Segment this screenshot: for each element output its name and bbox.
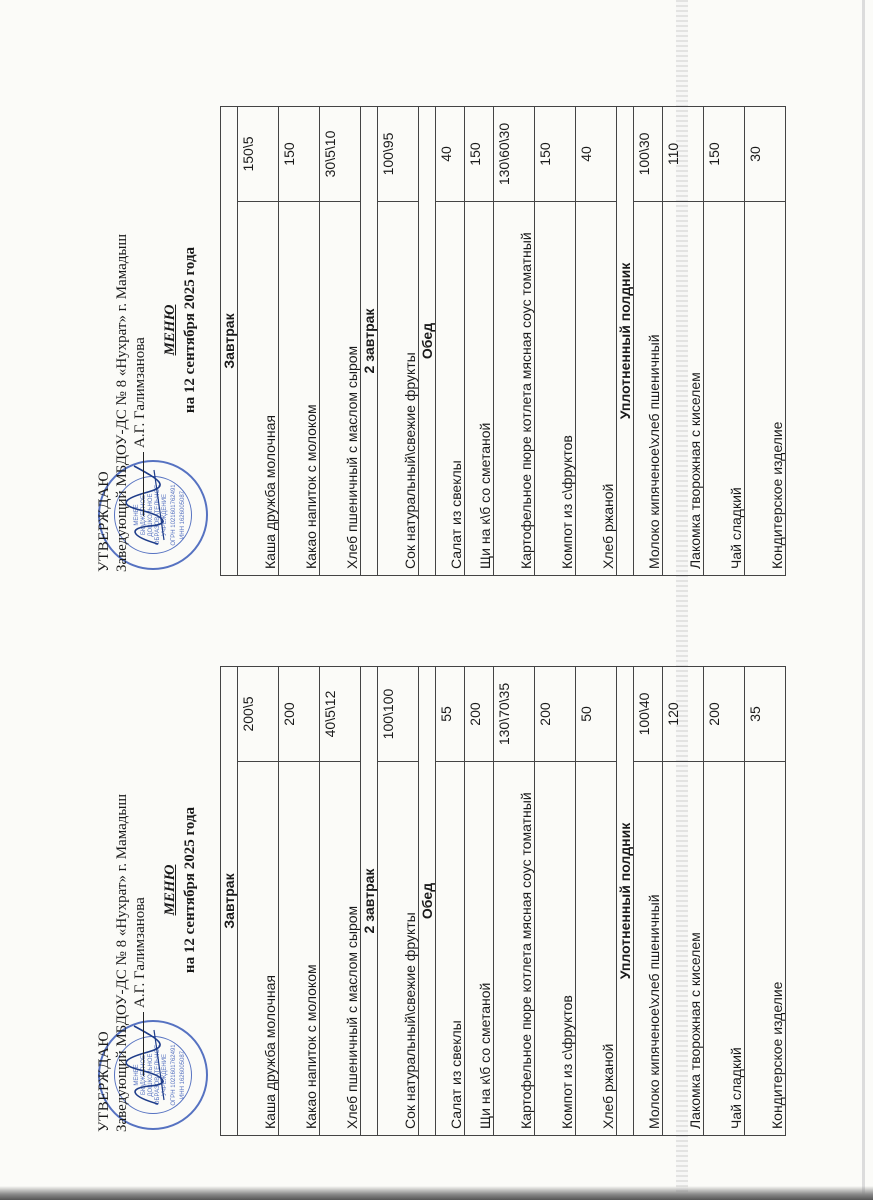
dish-name: Компот из с\фруктов (535, 202, 576, 576)
section-row (617, 667, 634, 1136)
menu-item-row (494, 667, 535, 1136)
dish-name: Картофельное пюре котлета мясная соус томатный (494, 762, 535, 1136)
menu-item-row (238, 107, 279, 576)
organization-line: Заведующий МБДОУ-ДС № 8 «Нухрат» г. Мамадыш (114, 233, 130, 572)
dish-name: Щи на к\б со сметаной (465, 202, 494, 576)
portion-value: 100\30 (634, 107, 663, 202)
dish-name: Сок натуральный\свежие фрукты (378, 762, 419, 1136)
menu-item-row (745, 667, 786, 1136)
dish-name: Лакомка творожная с киселем (663, 762, 704, 1136)
portion-value: 30 (745, 107, 786, 202)
portion-value: 35 (745, 667, 786, 762)
section-title: Завтрак (221, 107, 238, 576)
portion-value: 200 (279, 667, 320, 762)
menu-item-row (494, 107, 535, 576)
section-title: 2 завтрак (361, 667, 378, 1136)
dish-name: Каша дружба молочная (238, 202, 279, 576)
menu-item-row (576, 107, 617, 576)
portion-value: 30\5\10 (320, 107, 361, 202)
portion-value: 100\40 (634, 667, 663, 762)
signature-line (143, 452, 144, 516)
approval-label: УТВЕРЖДАЮ (96, 470, 112, 572)
portion-value: 100\100 (378, 667, 419, 762)
menu-item-row (535, 667, 576, 1136)
dish-name: Кондитерское изделие (745, 762, 786, 1136)
menu-item-row (238, 667, 279, 1136)
approval-label: УТВЕРЖДАЮ (96, 1030, 112, 1132)
scanner-bottom-edge (0, 1186, 873, 1200)
menu-item-row (663, 667, 704, 1136)
menu-date: на 12 сентября 2025 года (182, 806, 198, 974)
section-title: Обед (419, 667, 436, 1136)
menu-item-row (320, 667, 361, 1136)
menu-item-row (436, 107, 465, 576)
stamp-text: МЕНЕЕ БЮДЖЕТНОЕ ДОШКОЛЬНОЕ ОБРАЗОВАТЕЛЬНОЕ УЧРЕЖДЕНИЕ (134, 1044, 168, 1106)
portion-value: 110 (663, 107, 704, 202)
menu-header (90, 640, 218, 1140)
portion-value: 200 (535, 667, 576, 762)
section-title: Уплотненный полдник (617, 107, 634, 576)
portion-value: 150\5 (238, 107, 279, 202)
organization-line: Заведующий МБДОУ-ДС № 8 «Нухрат» г. Мамадыш (114, 793, 130, 1132)
menu-title: МЕНЮ (162, 304, 178, 356)
dish-name: Чай сладкий (704, 202, 745, 576)
dish-name: Молоко кипяченое\хлеб пшеничный (634, 762, 663, 1136)
menu-item-row (279, 667, 320, 1136)
dish-name: Сок натуральный\свежие фрукты (378, 202, 419, 576)
dish-name: Салат из свеклы (436, 762, 465, 1136)
menu-item-row (378, 667, 419, 1136)
portion-value: 100\95 (378, 107, 419, 202)
signer-name: А.Г. Галимзанова (132, 337, 148, 448)
menu-item-row (535, 107, 576, 576)
menu-item-row (704, 107, 745, 576)
menu-sheet-left (90, 640, 785, 1140)
portion-value: 130\70\35 (494, 667, 535, 762)
menu-title: МЕНЮ (162, 864, 178, 916)
portion-value: 40 (436, 107, 465, 202)
stamp-text: МЕНЕЕ БЮДЖЕТНОЕ ДОШКОЛЬНОЕ ОБРАЗОВАТЕЛЬНОЕ УЧРЕЖДЕНИЕ (134, 484, 168, 546)
stamp-ogrn: ОГРН 1021601762491 (171, 1044, 177, 1106)
portion-value: 120 (663, 667, 704, 762)
menu-item-row (378, 107, 419, 576)
portion-value: 130\60\30 (494, 107, 535, 202)
menu-item-row (663, 107, 704, 576)
dish-name: Хлеб ржаной (576, 762, 617, 1136)
menu-item-row (465, 107, 494, 576)
stamp-inn: ИНН 1626005087 (180, 1051, 186, 1100)
section-row (419, 667, 436, 1136)
section-title: Завтрак (221, 667, 238, 1136)
section-row (419, 107, 436, 576)
menu-item-row (320, 107, 361, 576)
menu-item-row (465, 667, 494, 1136)
signer-name: А.Г. Галимзанова (132, 897, 148, 1008)
menu-header (90, 80, 218, 580)
menu-sheet-right (90, 80, 785, 580)
dish-name: Хлеб пшеничный с маслом сыром (320, 202, 361, 576)
menu-table (220, 666, 786, 1136)
dish-name: Лакомка творожная с киселем (663, 202, 704, 576)
signature-line (143, 1012, 144, 1076)
dish-name: Салат из свеклы (436, 202, 465, 576)
dish-name: Какао напиток с молоком (279, 202, 320, 576)
portion-value: 150 (465, 107, 494, 202)
section-row (221, 667, 238, 1136)
dish-name: Какао напиток с молоком (279, 762, 320, 1136)
portion-value: 200\5 (238, 667, 279, 762)
menu-item-row (634, 107, 663, 576)
menu-item-row (576, 667, 617, 1136)
stamp-inn: ИНН 1626005087 (180, 491, 186, 540)
portion-value: 200 (704, 667, 745, 762)
portion-value: 150 (535, 107, 576, 202)
stamp-ogrn: ОГРН 1021601762491 (171, 484, 177, 546)
dish-name: Компот из с\фруктов (535, 762, 576, 1136)
dish-name: Хлеб ржаной (576, 202, 617, 576)
menu-item-row (745, 107, 786, 576)
section-row (361, 107, 378, 576)
section-row (361, 667, 378, 1136)
portion-value: 40 (576, 107, 617, 202)
menu-item-row (704, 667, 745, 1136)
portion-value: 40\5\12 (320, 667, 361, 762)
dish-name: Хлеб пшеничный с маслом сыром (320, 762, 361, 1136)
dish-name: Каша дружба молочная (238, 762, 279, 1136)
dish-name: Кондитерское изделие (745, 202, 786, 576)
portion-value: 150 (704, 107, 745, 202)
dish-name: Картофельное пюре котлета мясная соус томатный (494, 202, 535, 576)
section-row (617, 107, 634, 576)
dish-name: Молоко кипяченое\хлеб пшеничный (634, 202, 663, 576)
menu-item-row (436, 667, 465, 1136)
dish-name: Щи на к\б со сметаной (465, 762, 494, 1136)
section-title: Уплотненный полдник (617, 667, 634, 1136)
scanner-edge (862, 0, 865, 1200)
menu-item-row (634, 667, 663, 1136)
section-title: 2 завтрак (361, 107, 378, 576)
portion-value: 200 (465, 667, 494, 762)
section-row (221, 107, 238, 576)
dish-name: Чай сладкий (704, 762, 745, 1136)
menu-item-row (279, 107, 320, 576)
menu-date: на 12 сентября 2025 года (182, 246, 198, 414)
menu-table (220, 106, 786, 576)
section-title: Обед (419, 107, 436, 576)
portion-value: 55 (436, 667, 465, 762)
portion-value: 150 (279, 107, 320, 202)
portion-value: 50 (576, 667, 617, 762)
